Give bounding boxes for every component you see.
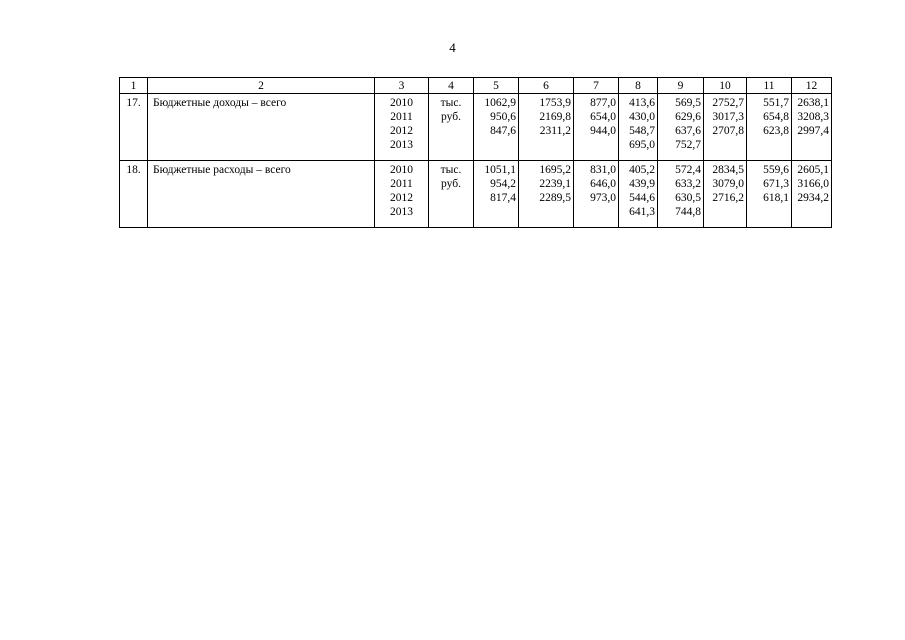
- column-header: 10: [704, 78, 747, 94]
- spacer-cell: [375, 219, 429, 228]
- spacer-cell: [148, 219, 375, 228]
- value-cell: 2707,8: [704, 124, 747, 138]
- value-cell: 950,6: [474, 110, 519, 124]
- value-cell: 618,1: [747, 191, 792, 205]
- spacer-cell: [429, 219, 474, 228]
- value-cell: [519, 205, 574, 219]
- budget-table: [119, 77, 832, 228]
- spacer-cell: [792, 152, 832, 161]
- column-header: 7: [574, 78, 619, 94]
- value-cell: 430,0: [619, 110, 658, 124]
- spacer-cell: [704, 152, 747, 161]
- value-cell: 2934,2: [792, 191, 832, 205]
- year-cell: 2010: [375, 94, 429, 111]
- value-cell: 413,6: [619, 94, 658, 111]
- column-header: 8: [619, 78, 658, 94]
- value-cell: 630,5: [658, 191, 704, 205]
- spacer-cell: [519, 219, 574, 228]
- value-cell: 2997,4: [792, 124, 832, 138]
- table-row: [120, 110, 832, 124]
- value-cell: 2311,2: [519, 124, 574, 138]
- value-cell: [474, 205, 519, 219]
- value-cell: 637,6: [658, 124, 704, 138]
- value-cell: 3079,0: [704, 177, 747, 191]
- row-number-cell: 18.: [120, 161, 148, 178]
- column-header: 1: [120, 78, 148, 94]
- value-cell: 1051,1: [474, 161, 519, 178]
- value-cell: 671,3: [747, 177, 792, 191]
- row-number-cell: [120, 110, 148, 124]
- spacer-cell: [574, 219, 619, 228]
- spacer-cell: [658, 219, 704, 228]
- value-cell: 572,4: [658, 161, 704, 178]
- value-cell: [747, 205, 792, 219]
- unit-cell: тыс.: [429, 161, 474, 178]
- value-cell: 877,0: [574, 94, 619, 111]
- spacer-cell: [474, 152, 519, 161]
- table-row: [120, 124, 832, 138]
- unit-cell: руб.: [429, 177, 474, 191]
- value-cell: [474, 138, 519, 152]
- value-cell: [792, 205, 832, 219]
- value-cell: 817,4: [474, 191, 519, 205]
- column-header: 11: [747, 78, 792, 94]
- value-cell: 3166,0: [792, 177, 832, 191]
- row-spacer: [120, 219, 832, 228]
- column-header: 12: [792, 78, 832, 94]
- value-cell: [574, 138, 619, 152]
- value-cell: 954,2: [474, 177, 519, 191]
- unit-cell: [429, 124, 474, 138]
- value-cell: 623,8: [747, 124, 792, 138]
- spacer-cell: [519, 152, 574, 161]
- spacer-cell: [574, 152, 619, 161]
- column-header: 2: [148, 78, 375, 94]
- value-cell: 544,6: [619, 191, 658, 205]
- value-cell: 559,6: [747, 161, 792, 178]
- value-cell: 551,7: [747, 94, 792, 111]
- year-cell: 2012: [375, 191, 429, 205]
- value-cell: 2605,1: [792, 161, 832, 178]
- indicator-name-cell: [148, 124, 375, 138]
- indicator-name-cell: [148, 110, 375, 124]
- value-cell: [792, 138, 832, 152]
- value-cell: 3017,3: [704, 110, 747, 124]
- value-cell: 695,0: [619, 138, 658, 152]
- value-cell: 2752,7: [704, 94, 747, 111]
- value-cell: 646,0: [574, 177, 619, 191]
- table-row: [120, 94, 832, 111]
- row-spacer: [120, 152, 832, 161]
- value-cell: 752,7: [658, 138, 704, 152]
- value-cell: 654,0: [574, 110, 619, 124]
- year-cell: 2012: [375, 124, 429, 138]
- row-number-cell: [120, 124, 148, 138]
- value-cell: 548,7: [619, 124, 658, 138]
- year-cell: 2011: [375, 110, 429, 124]
- table-row: [120, 161, 832, 178]
- table-row: [120, 138, 832, 152]
- value-cell: 973,0: [574, 191, 619, 205]
- unit-cell: [429, 205, 474, 219]
- spacer-cell: [619, 219, 658, 228]
- value-cell: 439,9: [619, 177, 658, 191]
- unit-cell: [429, 138, 474, 152]
- column-header: 9: [658, 78, 704, 94]
- value-cell: 1753,9: [519, 94, 574, 111]
- value-cell: 641,3: [619, 205, 658, 219]
- value-cell: 944,0: [574, 124, 619, 138]
- unit-cell: руб.: [429, 110, 474, 124]
- value-cell: 831,0: [574, 161, 619, 178]
- year-cell: 2013: [375, 205, 429, 219]
- value-cell: 2638,1: [792, 94, 832, 111]
- unit-cell: тыс.: [429, 94, 474, 111]
- value-cell: 3208,3: [792, 110, 832, 124]
- column-header: 6: [519, 78, 574, 94]
- value-cell: 633,2: [658, 177, 704, 191]
- value-cell: 2169,8: [519, 110, 574, 124]
- row-number-cell: [120, 177, 148, 191]
- row-number-cell: [120, 191, 148, 205]
- value-cell: [747, 138, 792, 152]
- spacer-cell: [747, 152, 792, 161]
- spacer-cell: [658, 152, 704, 161]
- value-cell: 1062,9: [474, 94, 519, 111]
- value-cell: 2716,2: [704, 191, 747, 205]
- spacer-cell: [619, 152, 658, 161]
- value-cell: 2289,5: [519, 191, 574, 205]
- indicator-name-cell: [148, 177, 375, 191]
- spacer-cell: [474, 219, 519, 228]
- value-cell: 2239,1: [519, 177, 574, 191]
- indicator-name-cell: [148, 138, 375, 152]
- value-cell: 405,2: [619, 161, 658, 178]
- value-cell: 569,5: [658, 94, 704, 111]
- column-header: 5: [474, 78, 519, 94]
- value-cell: 629,6: [658, 110, 704, 124]
- page-number: 4: [449, 40, 456, 55]
- column-header: 4: [429, 78, 474, 94]
- spacer-cell: [792, 219, 832, 228]
- table-row: [120, 191, 832, 205]
- row-number-cell: [120, 205, 148, 219]
- spacer-cell: [148, 152, 375, 161]
- spacer-cell: [120, 152, 148, 161]
- value-cell: 1695,2: [519, 161, 574, 178]
- indicator-name-cell: [148, 191, 375, 205]
- value-cell: [574, 205, 619, 219]
- row-number-cell: 17.: [120, 94, 148, 111]
- table-header-row: [120, 78, 832, 94]
- year-cell: 2011: [375, 177, 429, 191]
- spacer-cell: [375, 152, 429, 161]
- spacer-cell: [120, 219, 148, 228]
- spacer-cell: [747, 219, 792, 228]
- value-cell: 654,8: [747, 110, 792, 124]
- value-cell: 2834,5: [704, 161, 747, 178]
- indicator-name-cell: [148, 205, 375, 219]
- indicator-name-cell: Бюджетные доходы – всего: [148, 94, 375, 111]
- row-number-cell: [120, 138, 148, 152]
- spacer-cell: [704, 219, 747, 228]
- value-cell: 847,6: [474, 124, 519, 138]
- column-header: 3: [375, 78, 429, 94]
- indicator-name-cell: Бюджетные расходы – всего: [148, 161, 375, 178]
- table-row: [120, 205, 832, 219]
- value-cell: [704, 205, 747, 219]
- value-cell: 744,8: [658, 205, 704, 219]
- year-cell: 2013: [375, 138, 429, 152]
- value-cell: [519, 138, 574, 152]
- table-row: [120, 177, 832, 191]
- spacer-cell: [429, 152, 474, 161]
- value-cell: [704, 138, 747, 152]
- unit-cell: [429, 191, 474, 205]
- year-cell: 2010: [375, 161, 429, 178]
